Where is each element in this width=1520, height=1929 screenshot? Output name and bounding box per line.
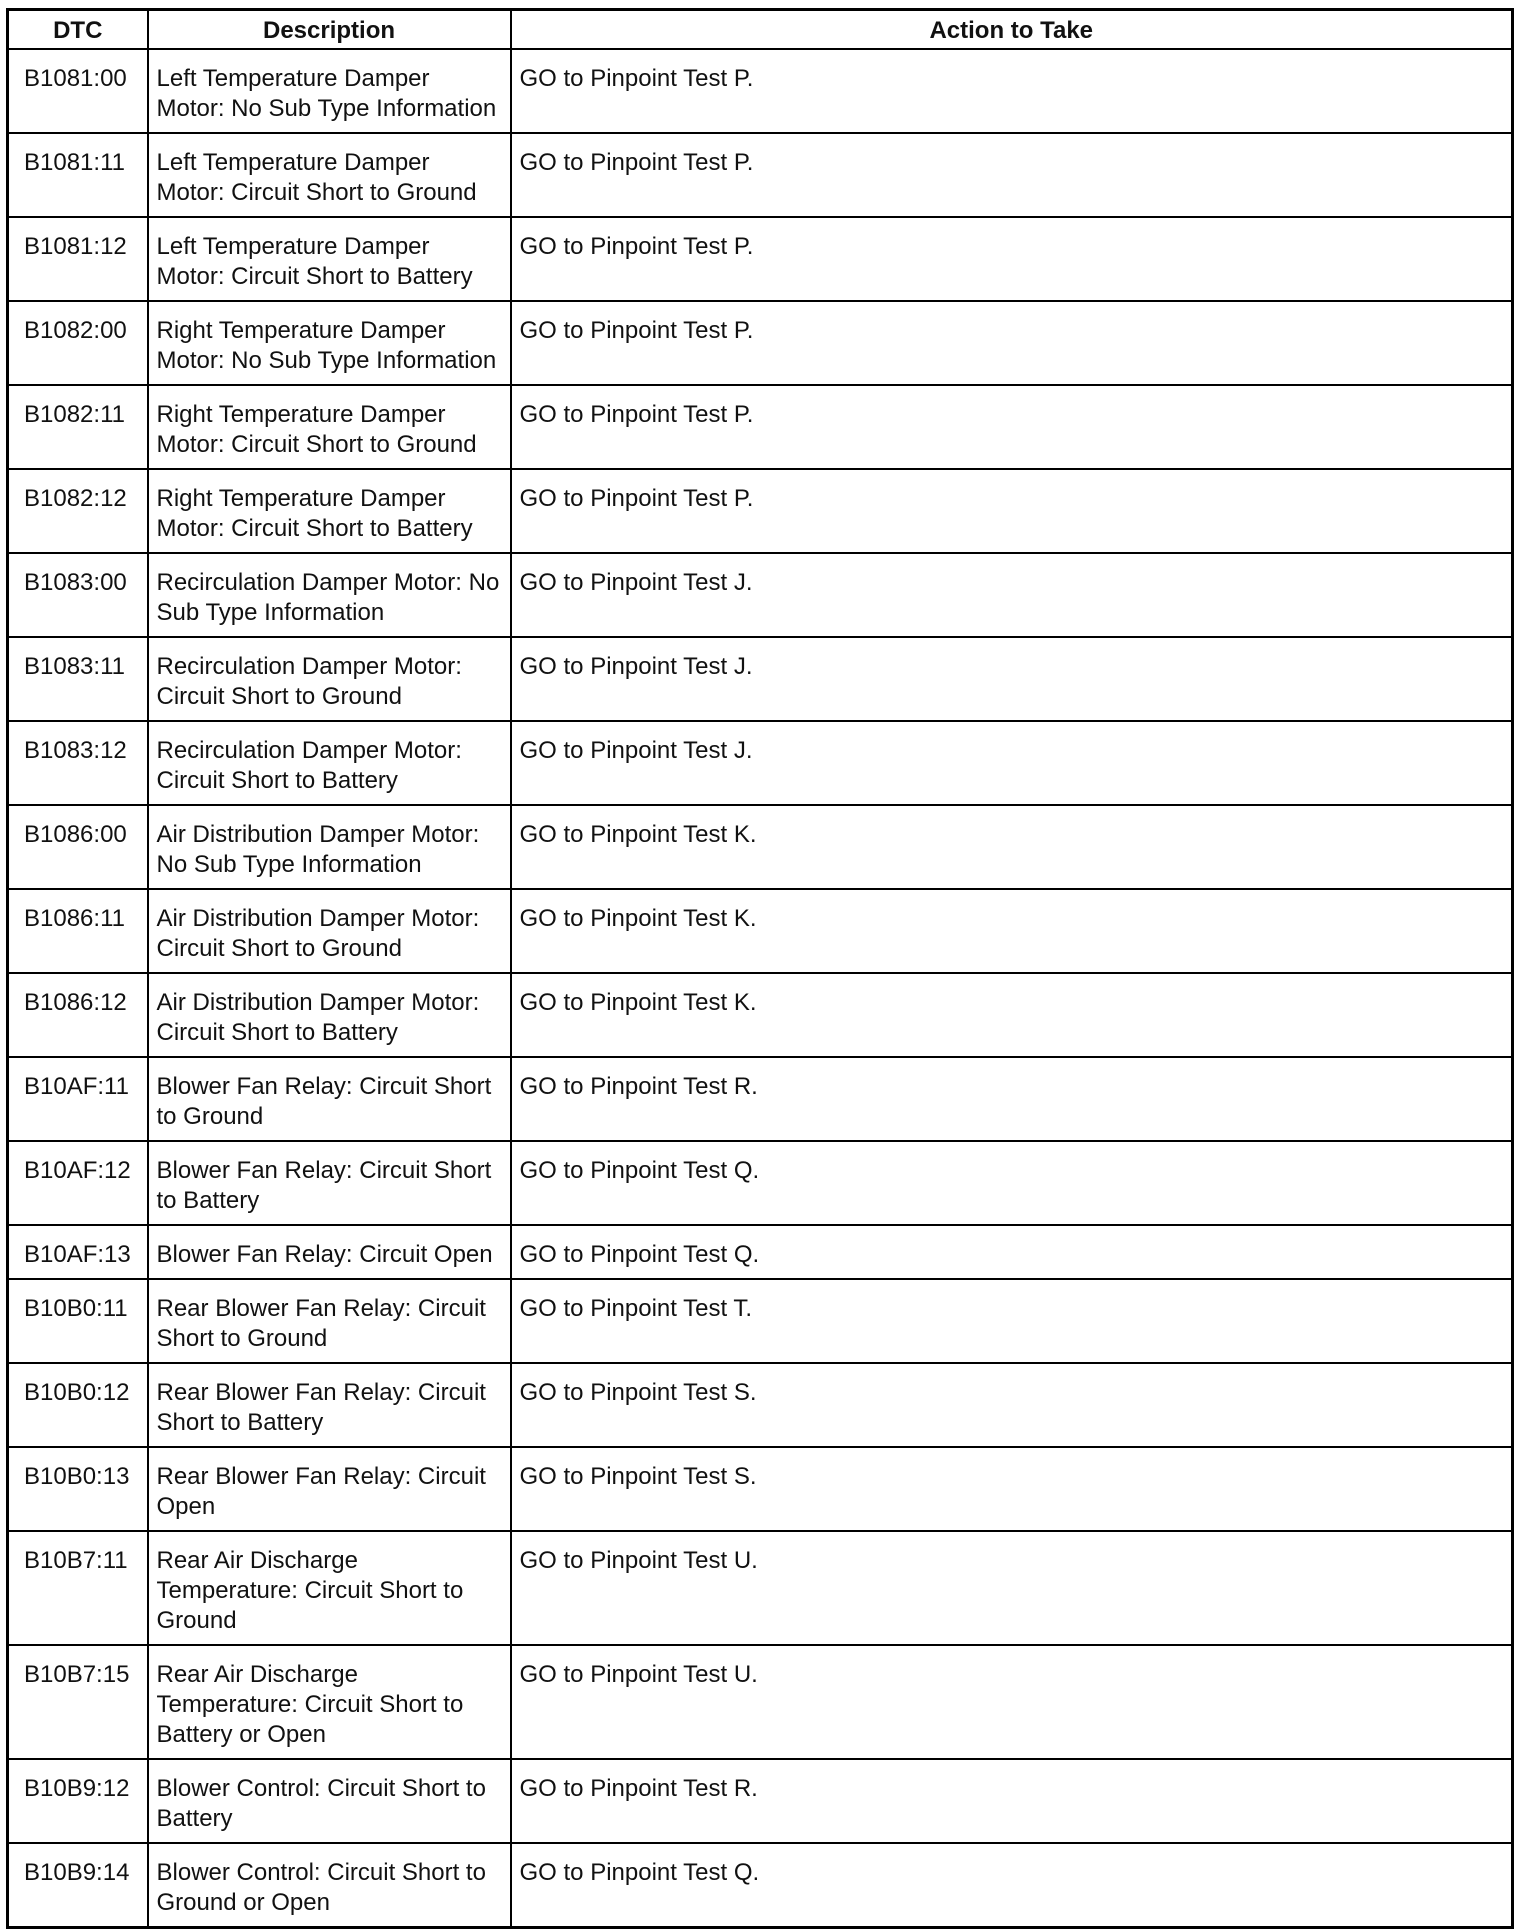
header-description: Description xyxy=(148,10,511,49)
dtc-cell: B1083:12 xyxy=(8,721,148,805)
table-row xyxy=(8,721,1513,805)
action-cell: GO to Pinpoint Test K. xyxy=(511,889,1513,973)
action-cell: GO to Pinpoint Test K. xyxy=(511,973,1513,1057)
table-row xyxy=(8,805,1513,889)
description-cell: Recirculation Damper Motor: Circuit Short to Battery xyxy=(148,721,511,805)
dtc-cell: B10AF:11 xyxy=(8,1057,148,1141)
description-cell: Blower Control: Circuit Short to Ground or Open xyxy=(148,1843,511,1928)
description-cell: Air Distribution Damper Motor: No Sub Type Information xyxy=(148,805,511,889)
description-cell: Blower Fan Relay: Circuit Short to Battery xyxy=(148,1141,511,1225)
description-cell: Left Temperature Damper Motor: No Sub Type Information xyxy=(148,49,511,133)
action-cell: GO to Pinpoint Test P. xyxy=(511,49,1513,133)
dtc-cell: B1086:11 xyxy=(8,889,148,973)
dtc-table xyxy=(6,8,1514,1929)
description-cell: Blower Control: Circuit Short to Battery xyxy=(148,1759,511,1843)
header-action: Action to Take xyxy=(511,10,1513,49)
table-row xyxy=(8,1531,1513,1645)
dtc-cell: B10B0:13 xyxy=(8,1447,148,1531)
table-row xyxy=(8,469,1513,553)
table-row xyxy=(8,1279,1513,1363)
table-row xyxy=(8,301,1513,385)
table-row xyxy=(8,889,1513,973)
description-cell: Blower Fan Relay: Circuit Short to Ground xyxy=(148,1057,511,1141)
dtc-cell: B10B0:12 xyxy=(8,1363,148,1447)
table-row xyxy=(8,637,1513,721)
action-cell: GO to Pinpoint Test U. xyxy=(511,1531,1513,1645)
dtc-cell: B10B7:11 xyxy=(8,1531,148,1645)
action-cell: GO to Pinpoint Test J. xyxy=(511,637,1513,721)
dtc-cell: B10AF:12 xyxy=(8,1141,148,1225)
action-cell: GO to Pinpoint Test R. xyxy=(511,1057,1513,1141)
description-cell: Rear Blower Fan Relay: Circuit Open xyxy=(148,1447,511,1531)
dtc-cell: B1082:11 xyxy=(8,385,148,469)
action-cell: GO to Pinpoint Test P. xyxy=(511,469,1513,553)
dtc-cell: B10AF:13 xyxy=(8,1225,148,1279)
action-cell: GO to Pinpoint Test S. xyxy=(511,1363,1513,1447)
description-cell: Recirculation Damper Motor: Circuit Short to Ground xyxy=(148,637,511,721)
table-row xyxy=(8,133,1513,217)
description-cell: Right Temperature Damper Motor: Circuit Short to Ground xyxy=(148,385,511,469)
description-cell: Right Temperature Damper Motor: No Sub Type Information xyxy=(148,301,511,385)
dtc-cell: B1082:00 xyxy=(8,301,148,385)
dtc-cell: B10B7:15 xyxy=(8,1645,148,1759)
action-cell: GO to Pinpoint Test T. xyxy=(511,1279,1513,1363)
action-cell: GO to Pinpoint Test J. xyxy=(511,553,1513,637)
description-cell: Rear Air Discharge Temperature: Circuit Short to Battery or Open xyxy=(148,1645,511,1759)
table-body xyxy=(8,49,1513,1928)
table-row xyxy=(8,385,1513,469)
dtc-cell: B1086:12 xyxy=(8,973,148,1057)
action-cell: GO to Pinpoint Test Q. xyxy=(511,1225,1513,1279)
description-cell: Right Temperature Damper Motor: Circuit Short to Battery xyxy=(148,469,511,553)
dtc-cell: B1086:00 xyxy=(8,805,148,889)
description-cell: Air Distribution Damper Motor: Circuit Short to Ground xyxy=(148,889,511,973)
action-cell: GO to Pinpoint Test P. xyxy=(511,133,1513,217)
table-row xyxy=(8,553,1513,637)
table-row xyxy=(8,1057,1513,1141)
header-dtc: DTC xyxy=(8,10,148,49)
description-cell: Blower Fan Relay: Circuit Open xyxy=(148,1225,511,1279)
table-row xyxy=(8,1141,1513,1225)
table-row xyxy=(8,217,1513,301)
dtc-cell: B1083:00 xyxy=(8,553,148,637)
dtc-cell: B1082:12 xyxy=(8,469,148,553)
description-cell: Rear Blower Fan Relay: Circuit Short to Battery xyxy=(148,1363,511,1447)
table-row xyxy=(8,1363,1513,1447)
dtc-cell: B10B9:12 xyxy=(8,1759,148,1843)
dtc-cell: B1081:11 xyxy=(8,133,148,217)
description-cell: Left Temperature Damper Motor: Circuit Short to Ground xyxy=(148,133,511,217)
dtc-cell: B1081:12 xyxy=(8,217,148,301)
dtc-cell: B10B0:11 xyxy=(8,1279,148,1363)
description-cell: Left Temperature Damper Motor: Circuit Short to Battery xyxy=(148,217,511,301)
table-row xyxy=(8,1225,1513,1279)
table-header-row xyxy=(8,10,1513,49)
dtc-cell: B10B9:14 xyxy=(8,1843,148,1928)
action-cell: GO to Pinpoint Test J. xyxy=(511,721,1513,805)
action-cell: GO to Pinpoint Test R. xyxy=(511,1759,1513,1843)
table-row xyxy=(8,973,1513,1057)
description-cell: Rear Blower Fan Relay: Circuit Short to Ground xyxy=(148,1279,511,1363)
description-cell: Recirculation Damper Motor: No Sub Type Information xyxy=(148,553,511,637)
action-cell: GO to Pinpoint Test S. xyxy=(511,1447,1513,1531)
dtc-cell: B1083:11 xyxy=(8,637,148,721)
description-cell: Rear Air Discharge Temperature: Circuit Short to Ground xyxy=(148,1531,511,1645)
table-row xyxy=(8,1447,1513,1531)
description-cell: Air Distribution Damper Motor: Circuit Short to Battery xyxy=(148,973,511,1057)
table-row xyxy=(8,49,1513,133)
action-cell: GO to Pinpoint Test U. xyxy=(511,1645,1513,1759)
action-cell: GO to Pinpoint Test P. xyxy=(511,217,1513,301)
action-cell: GO to Pinpoint Test P. xyxy=(511,301,1513,385)
table-row xyxy=(8,1759,1513,1843)
action-cell: GO to Pinpoint Test Q. xyxy=(511,1141,1513,1225)
dtc-cell: B1081:00 xyxy=(8,49,148,133)
action-cell: GO to Pinpoint Test P. xyxy=(511,385,1513,469)
table-row xyxy=(8,1645,1513,1759)
action-cell: GO to Pinpoint Test Q. xyxy=(511,1843,1513,1928)
table-row xyxy=(8,1843,1513,1928)
action-cell: GO to Pinpoint Test K. xyxy=(511,805,1513,889)
